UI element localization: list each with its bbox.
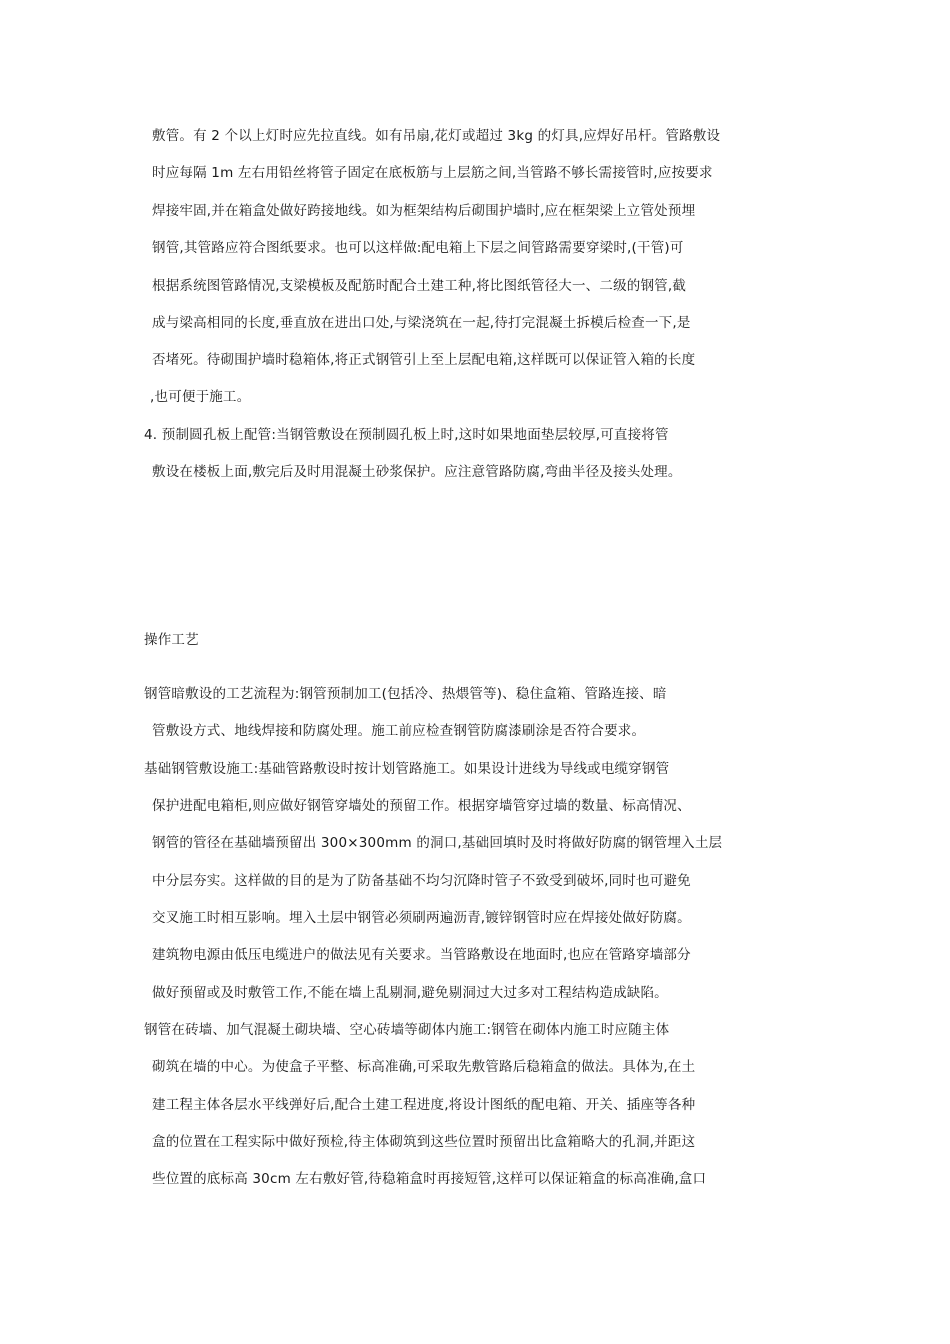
paragraph-line: 中分层夯实。这样做的目的是为了防备基础不均匀沉降时管子不致受到破坏,同时也可避免 (152, 873, 691, 889)
paragraph-line: 钢管,其管路应符合图纸要求。也可以这样做:配电箱上下层之间管路需要穿梁时,(干管)可 (152, 240, 684, 256)
paragraph-line: 做好预留或及时敷管工作,不能在墙上乱剔洞,避免剔洞过大过多对工程结构造成缺陷。 (152, 985, 668, 1001)
paragraph-line: 保护进配电箱柜,则应做好钢管穿墙处的预留工作。根据穿墙管穿过墙的数量、标高情况、 (152, 798, 691, 814)
paragraph-line: 时应每隔 1m 左右用铅丝将管子固定在底板筋与上层筋之间,当管路不够长需接管时,应按要求 (152, 165, 713, 181)
paragraph-line: 焊接牢固,并在箱盒处做好跨接地线。如为框架结构后砌围护墙时,应在框架梁上立管处预埋 (152, 203, 696, 219)
paragraph-line: 交叉施工时相互影响。埋入土层中钢管必须刷两遍沥青,镀锌钢管时应在焊接处做好防腐。 (152, 910, 691, 926)
paragraph-line: 钢管暗敷设的工艺流程为:钢管预制加工(包括冷、热煨管等)、稳住盒箱、管路连接、暗 (144, 686, 667, 702)
paragraph-line: 建筑物电源由低压电缆进户的做法见有关要求。当管路敷设在地面时,也应在管路穿墙部分 (152, 947, 691, 963)
paragraph-line: 管敷设方式、地线焊接和防腐处理。施工前应检查钢管防腐漆刷涂是否符合要求。 (152, 723, 646, 739)
paragraph-line: 建工程主体各层水平线弹好后,配合土建工程进度,将设计图纸的配电箱、开关、插座等各种 (152, 1097, 696, 1113)
section-title: 操作工艺 (144, 632, 199, 648)
list-item-4-line: 4. 预制圆孔板上配管:当钢管敷设在预制圆孔板上时,这时如果地面垫层较厚,可直接将管 (144, 427, 669, 443)
paragraph-line: 基础钢管敷设施工:基础管路敷设时按计划管路施工。如果设计进线为导线或电缆穿钢管 (144, 761, 670, 777)
paragraph-line: 根据系统图管路情况,支梁模板及配筋时配合土建工种,将比图纸管径大一、二级的钢管,截 (152, 278, 687, 294)
paragraph-line: 些位置的底标高 30cm 左右敷好管,待稳箱盒时再接短管,这样可以保证箱盒的标高准确,盒口 (152, 1171, 707, 1187)
paragraph-line: 钢管的管径在基础墙预留出 300×300mm 的洞口,基础回填时及时将做好防腐的钢管埋入土层 (152, 835, 723, 851)
paragraph-line: 否堵死。待砌围护墙时稳箱体,将正式钢管引上至上层配电箱,这样既可以保证管入箱的长度 (152, 352, 696, 368)
paragraph-line: 砌筑在墙的中心。为使盒子平整、标高准确,可采取先敷管路后稳箱盒的做法。具体为,在土 (152, 1059, 696, 1075)
paragraph-line: ,也可便于施工。 (150, 389, 251, 405)
paragraph-line: 成与梁高相同的长度,垂直放在进出口处,与梁浇筑在一起,待打完混凝土拆模后检查一下,是 (152, 315, 691, 331)
list-item-4-line: 敷设在楼板上面,敷完后及时用混凝土砂浆保护。应注意管路防腐,弯曲半径及接头处理。 (152, 464, 682, 480)
paragraph-line: 盒的位置在工程实际中做好预检,待主体砌筑到这些位置时预留出比盒箱略大的孔洞,并距这 (152, 1134, 696, 1150)
paragraph-line: 敷管。有 2 个以上灯时应先拉直线。如有吊扇,花灯或超过 3kg 的灯具,应焊好吊杆。管路敷设 (152, 128, 721, 144)
paragraph-line: 钢管在砖墙、加气混凝土砌块墙、空心砖墙等砌体内施工:钢管在砌体内施工时应随主体 (144, 1022, 670, 1038)
